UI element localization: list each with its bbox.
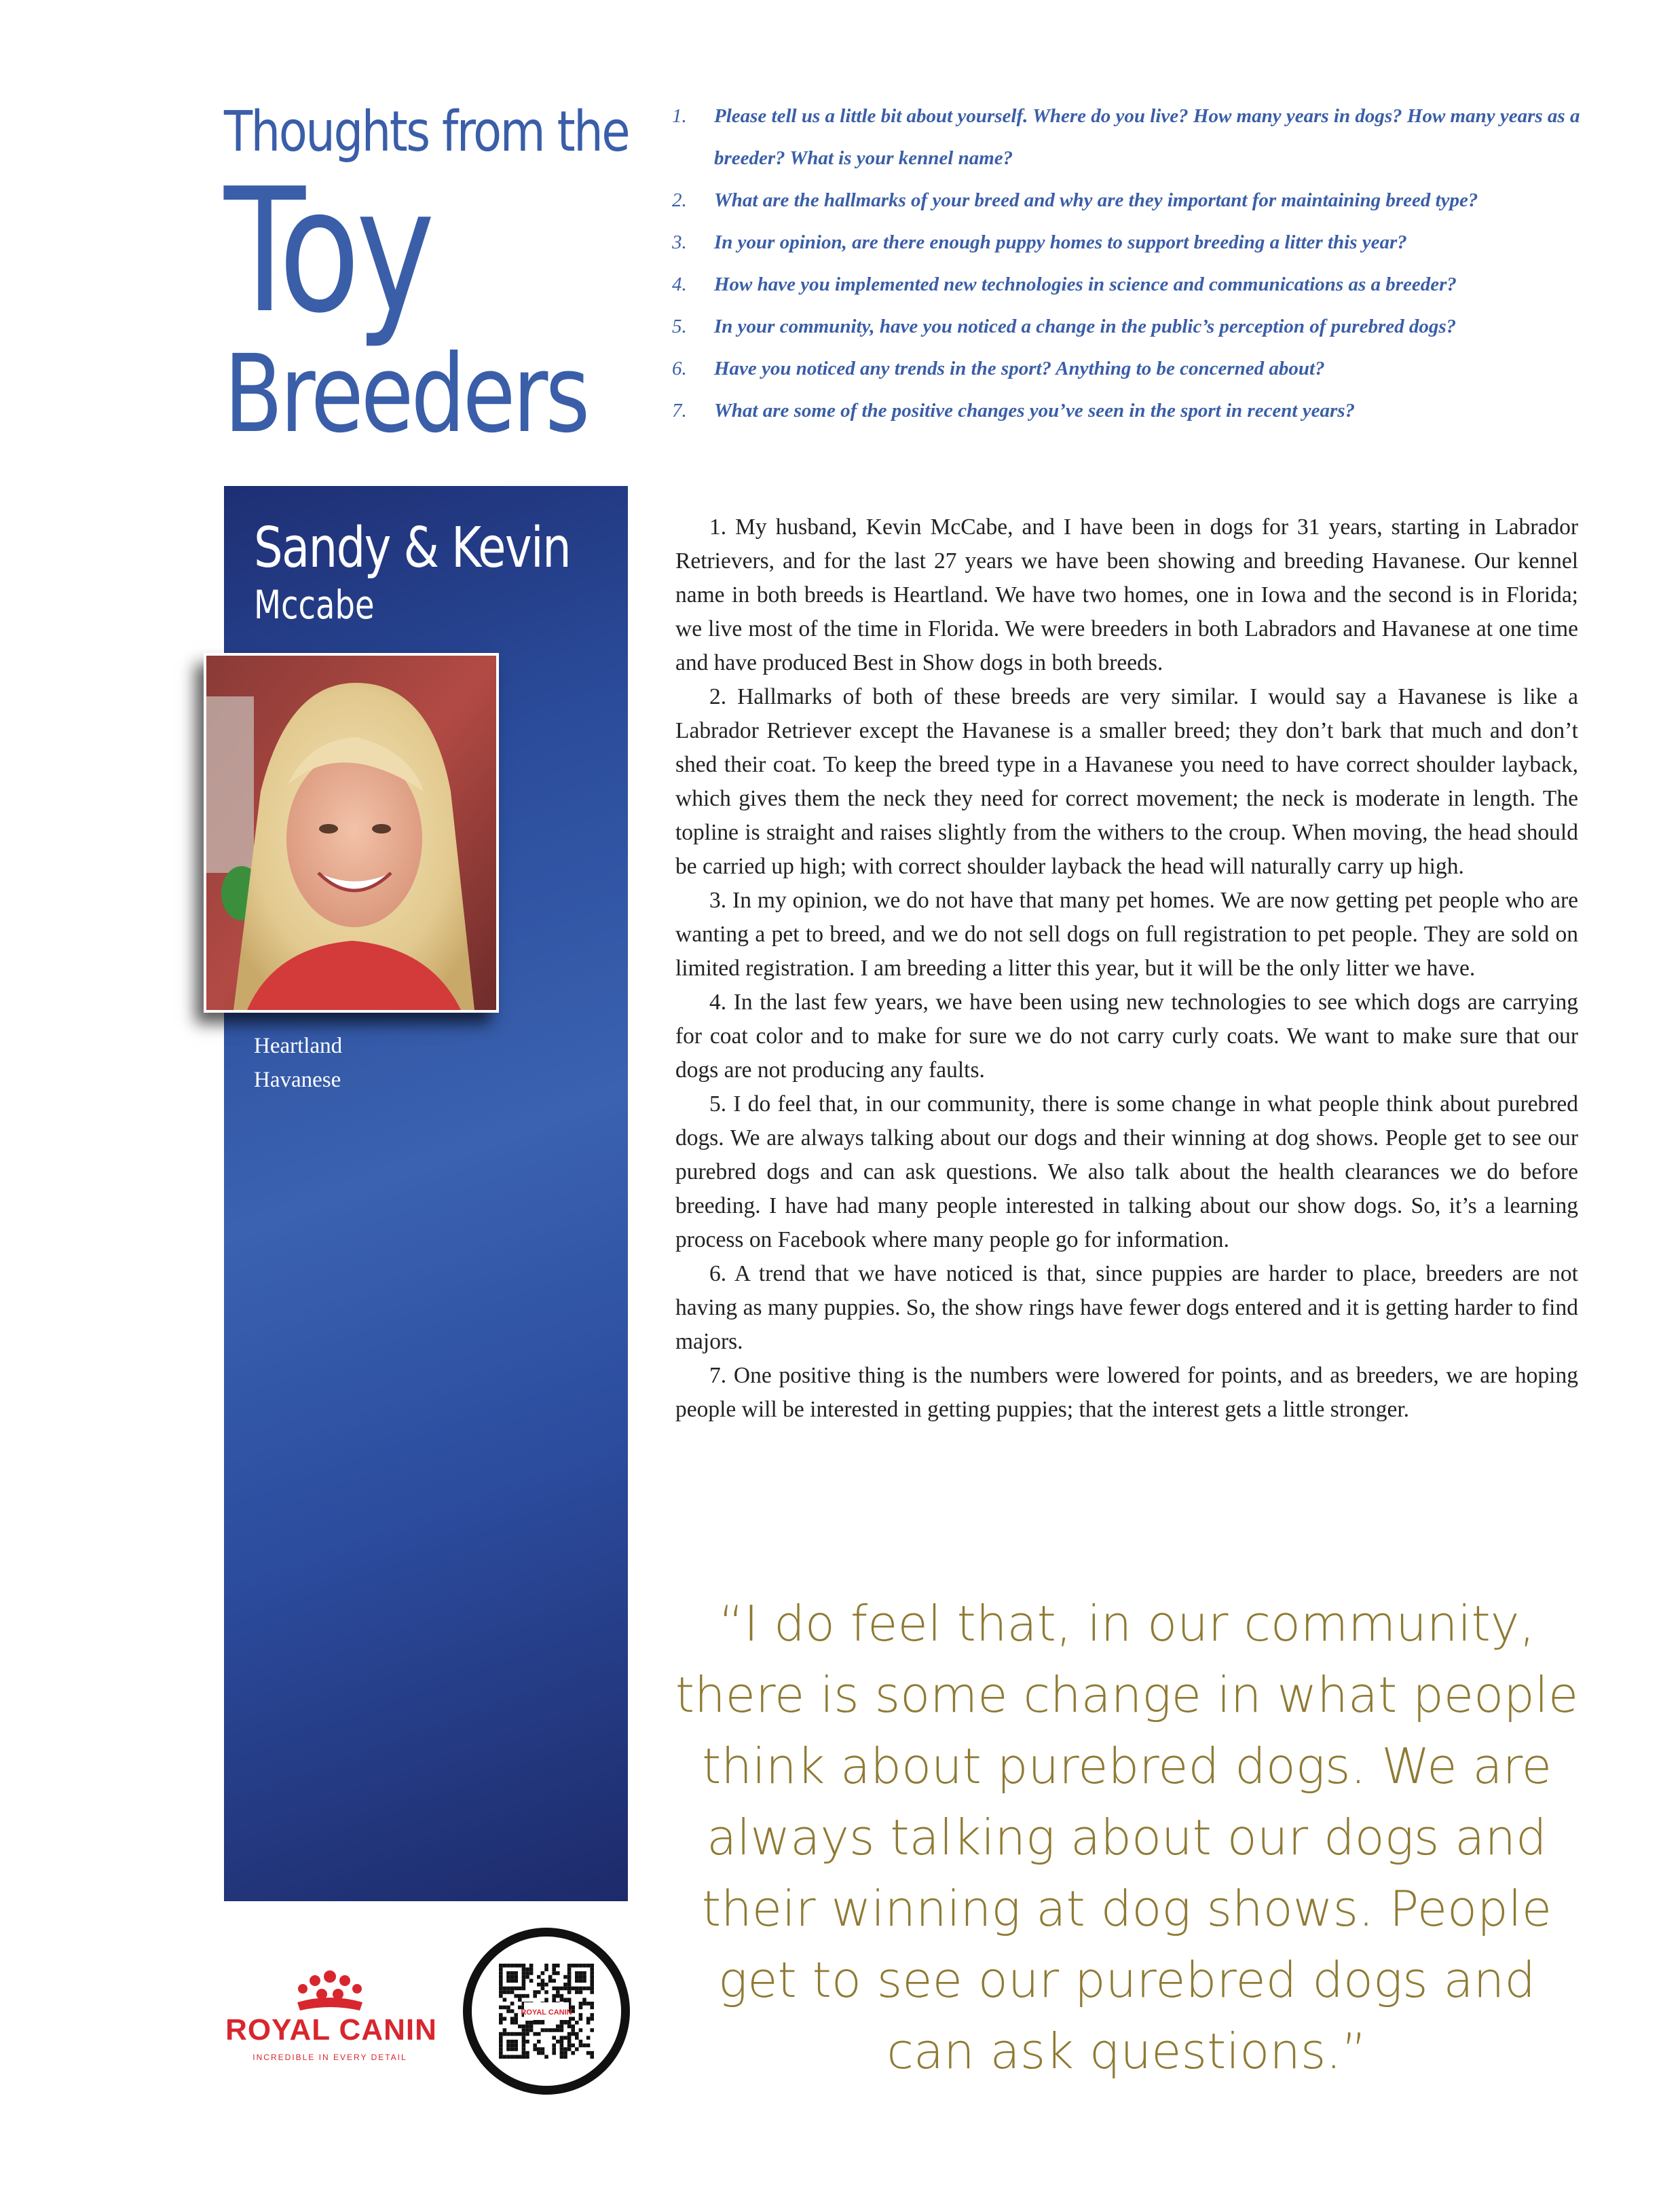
qr-module — [522, 2044, 526, 2048]
qr-module — [563, 2055, 567, 2059]
qr-module — [586, 2017, 591, 2021]
qr-module — [503, 1964, 507, 1968]
qr-module — [522, 2032, 526, 2036]
qr-module — [563, 1987, 567, 1991]
title-line-2: Toy — [224, 152, 431, 351]
qr-module — [567, 1975, 572, 1979]
qr-module — [560, 2040, 564, 2044]
qr-module — [510, 2002, 515, 2006]
qr-module — [499, 2040, 503, 2044]
qr-module — [518, 1964, 522, 1968]
qr-module — [499, 1964, 503, 1968]
qr-module — [579, 2002, 583, 2006]
qr-module — [506, 1979, 510, 1983]
qr-module — [529, 1971, 534, 1975]
qr-module — [586, 2044, 591, 2048]
qr-module — [567, 1968, 572, 1972]
qr-module — [571, 2025, 575, 2029]
qr-module — [552, 2051, 556, 2055]
qr-code-image[interactable] — [462, 1926, 631, 2096]
qr-module — [522, 2025, 526, 2029]
qr-module — [514, 1979, 518, 1983]
qr-module — [590, 1983, 594, 1987]
qr-module — [499, 2044, 503, 2048]
qr-module — [567, 1971, 572, 1975]
qr-module — [499, 1983, 503, 1987]
qr-module — [563, 2036, 567, 2040]
qr-module — [533, 2032, 537, 2036]
qr-module — [533, 2044, 537, 2048]
qr-module — [571, 2028, 575, 2032]
qr-module — [567, 1979, 572, 1983]
qr-module — [499, 1994, 503, 1998]
qr-module — [529, 1968, 534, 1972]
qr-module — [579, 2040, 583, 2044]
qr-module — [506, 2044, 510, 2048]
qr-module — [552, 2028, 556, 2032]
qr-module — [499, 2017, 503, 2021]
qr-module — [525, 2055, 529, 2059]
qr-module — [586, 1964, 591, 1968]
qr-module — [529, 1964, 534, 1968]
royal-canin-logo — [223, 1968, 440, 2070]
qr-module — [571, 1964, 575, 1968]
qr-module — [510, 2044, 515, 2048]
qr-module — [541, 1979, 545, 1983]
qr-module — [579, 1971, 583, 1975]
qr-module — [575, 1979, 579, 1983]
answer-paragraph: 3. In my opinion, we do not have that many pet homes. We are now getting pet people who are wanting a pet to breed, and we do not sell dogs on full registration to pet people. They are sold on limited registration. I am breeding a litter this year, but it will be the only litter we have. — [675, 888, 1578, 981]
qr-module — [506, 1990, 510, 1994]
qr-module — [571, 2051, 575, 2055]
qr-module — [544, 1990, 548, 1994]
qr-module — [510, 2040, 515, 2044]
qr-module — [567, 1990, 572, 1994]
qr-module — [586, 2051, 591, 2055]
qr-module — [499, 1979, 503, 1983]
qr-module — [552, 1979, 556, 1983]
qr-module — [514, 1975, 518, 1979]
qr-module — [567, 2032, 572, 2036]
qr-module — [563, 2047, 567, 2051]
qr-module — [560, 2021, 564, 2025]
qr-module — [579, 1979, 583, 1983]
qr-module — [548, 2028, 553, 2032]
qr-module — [590, 1964, 594, 1968]
qr-module — [537, 2040, 541, 2044]
qr-module — [529, 2021, 534, 2025]
qr-module — [556, 1971, 560, 1975]
question-list — [672, 95, 1582, 432]
qr-module — [590, 2051, 594, 2055]
qr-module — [506, 2055, 510, 2059]
qr-module — [541, 2021, 545, 2025]
qr-module — [556, 2040, 560, 2044]
qr-module — [541, 2028, 545, 2032]
qr-module — [529, 2025, 534, 2029]
breeder-surname: Mccabe — [254, 582, 375, 628]
qr-module — [503, 1990, 507, 1994]
crown-icon — [289, 1968, 371, 2016]
qr-module — [552, 1998, 556, 2002]
qr-module — [567, 2021, 572, 2025]
qr-module — [518, 1987, 522, 1991]
qr-module — [552, 2047, 556, 2051]
qr-module — [575, 2036, 579, 2040]
qr-module — [590, 2006, 594, 2010]
qr-module — [514, 2047, 518, 2051]
qr-module — [575, 1990, 579, 1994]
qr-module — [518, 2025, 522, 2029]
qr-module — [567, 1964, 572, 1968]
qr-module — [552, 1968, 556, 1972]
qr-module — [525, 2021, 529, 2025]
qr-module — [537, 1983, 541, 1987]
qr-module — [541, 1987, 545, 1991]
qr-module — [579, 1964, 583, 1968]
qr-module — [560, 1994, 564, 1998]
qr-module — [499, 2047, 503, 2051]
qr-module — [563, 1975, 567, 1979]
qr-module — [567, 2025, 572, 2029]
qr-module — [552, 1964, 556, 1968]
qr-module — [556, 1994, 560, 1998]
question-item: 6. Have you noticed any trends in the sport? Anything to be concerned about? — [672, 358, 1325, 379]
qr-module — [556, 2028, 560, 2032]
qr-module — [510, 2017, 515, 2021]
question-item: 1. Please tell us a little bit about yourself. Where do you live? How many years in dogs? How many years as a breeder? What is your kennel name? — [672, 105, 1580, 169]
qr-module — [579, 2017, 583, 2021]
qr-module — [556, 1987, 560, 1991]
qr-module — [510, 1990, 515, 1994]
qr-module — [544, 1968, 548, 1972]
qr-module — [590, 2055, 594, 2059]
qr-module — [506, 1971, 510, 1975]
qr-module — [525, 1975, 529, 1979]
qr-module — [499, 2013, 503, 2017]
qr-module — [529, 1979, 534, 1983]
qr-module — [522, 2036, 526, 2040]
qr-module — [590, 1979, 594, 1983]
qr-module — [552, 1987, 556, 1991]
qr-module — [567, 2047, 572, 2051]
qr-module — [579, 2044, 583, 2048]
qr-module — [575, 2032, 579, 2036]
qr-module — [552, 2044, 556, 2048]
qr-module — [571, 2044, 575, 2048]
qr-module — [529, 2028, 534, 2032]
qr-module — [563, 1983, 567, 1987]
qr-module — [533, 1994, 537, 1998]
qr-module — [552, 2036, 556, 2040]
qr-module — [518, 2055, 522, 2059]
answer-paragraph: 6. A trend that we have noticed is that, since puppies are harder to place, breeders are not having as many puppies. So, the show rings have fewer dogs entered and it is getting harder to find majors. — [675, 1261, 1578, 1354]
qr-module — [582, 2044, 586, 2048]
qr-module — [541, 2047, 545, 2051]
qr-module — [560, 2044, 564, 2048]
qr-module — [506, 1975, 510, 1979]
qr-module — [510, 2055, 515, 2059]
qr-module — [567, 1998, 572, 2002]
qr-module — [537, 1975, 541, 1979]
qr-module — [590, 2017, 594, 2021]
breeder-name: Sandy & Kevin — [254, 516, 571, 580]
qr-code[interactable] — [462, 1926, 631, 2096]
qr-module — [514, 2013, 518, 2017]
qr-module — [510, 2009, 515, 2013]
question-item: 4. How have you implemented new technologies in science and communications as a breeder? — [672, 274, 1457, 295]
qr-module — [575, 1971, 579, 1975]
qr-module — [556, 2025, 560, 2029]
qr-module — [499, 1968, 503, 1972]
qr-module — [590, 2013, 594, 2017]
qr-module — [522, 2047, 526, 2051]
qr-module — [575, 1975, 579, 1979]
question-item: 3. In your opinion, are there enough puppy homes to support breeding a litter this year? — [672, 231, 1407, 253]
brand-name: ROYAL CANIN — [225, 2013, 437, 2046]
qr-module — [510, 1979, 515, 1983]
qr-module — [544, 1998, 548, 2002]
qr-module — [541, 1971, 545, 1975]
qr-module — [522, 1964, 526, 1968]
qr-module — [522, 2028, 526, 2032]
qr-module — [503, 2055, 507, 2059]
qr-module — [522, 1994, 526, 1998]
qr-module — [525, 2028, 529, 2032]
qr-module — [503, 2017, 507, 2021]
qr-module — [518, 1994, 522, 1998]
qr-module — [537, 2051, 541, 2055]
qr-module — [552, 1971, 556, 1975]
qr-module — [499, 1987, 503, 1991]
qr-module — [522, 1987, 526, 1991]
qr-module — [499, 2021, 503, 2025]
qr-module — [579, 1990, 583, 1994]
qr-module — [522, 1979, 526, 1983]
qr-module — [510, 2021, 515, 2025]
qr-module — [537, 1990, 541, 1994]
qr-module — [563, 2051, 567, 2055]
qr-module — [499, 1990, 503, 1994]
qr-module — [571, 1987, 575, 1991]
qr-module — [518, 2032, 522, 2036]
qr-module — [544, 1964, 548, 1968]
title-line-3: Breeders — [224, 332, 588, 457]
qr-module — [567, 2036, 572, 2040]
qr-module — [552, 1994, 556, 1998]
qr-module — [514, 2040, 518, 2044]
qr-module — [499, 1971, 503, 1975]
qr-module — [586, 2021, 591, 2025]
qr-module — [510, 2032, 515, 2036]
qr-module — [560, 2047, 564, 2051]
qr-module — [525, 2032, 529, 2036]
qr-module — [563, 2021, 567, 2025]
qr-module — [499, 2055, 503, 2059]
qr-module — [514, 2055, 518, 2059]
qr-module — [533, 2047, 537, 2051]
qr-module — [590, 1975, 594, 1979]
qr-module — [518, 1998, 522, 2002]
qr-module — [575, 2021, 579, 2025]
qr-module — [575, 1987, 579, 1991]
qr-module — [541, 1983, 545, 1987]
qr-module — [579, 1975, 583, 1979]
qr-module — [506, 2047, 510, 2051]
qr-module — [522, 1983, 526, 1987]
qr-module — [575, 1964, 579, 1968]
qr-brand-label: ROYAL CANIN — [521, 2008, 572, 2017]
qr-module — [560, 2028, 564, 2032]
qr-module — [522, 1968, 526, 1972]
qr-module — [563, 1998, 567, 2002]
qr-module — [560, 2055, 564, 2059]
qr-module — [590, 2028, 594, 2032]
qr-module — [556, 1964, 560, 1968]
qr-module — [514, 1994, 518, 1998]
qr-module — [499, 2032, 503, 2036]
qr-module — [503, 2028, 507, 2032]
qr-module — [537, 2032, 541, 2036]
qr-module — [510, 2047, 515, 2051]
qr-module — [544, 1983, 548, 1987]
qr-module — [560, 2025, 564, 2029]
answer-paragraph: 5. I do feel that, in our community, there is some change in what people think about purebred dogs. We are always talking about our dogs and their winning at dog shows. People get to see our purebred dogs and can ask questions. We also talk about the health clearances we do before breeding. I have had many people interested in talking about our show dogs. So, it’s a learning process on Facebook where many people go for information. — [675, 1091, 1578, 1252]
qr-module — [514, 1987, 518, 1991]
qr-module — [533, 1990, 537, 1994]
qr-module — [579, 2006, 583, 2010]
qr-module — [575, 2047, 579, 2051]
kennel-name: Heartland Havanese — [254, 1034, 343, 1092]
qr-module — [571, 2017, 575, 2021]
qr-module — [522, 2051, 526, 2055]
qr-module — [514, 1971, 518, 1975]
answer-paragraph: 2. Hallmarks of both of these breeds are very similar. I would say a Havanese is like a Labrador Retriever except the Havanese is a smaller breed; they don’t bark that much and don’t shed their coat. To keep the breed type in a Havanese you need to have correct shoulder layback, which gives them the neck they need for correct movement; the neck is moderate in length. The topline is straight and raises slightly from the withers to the croup. When moving, the head should be carried up high; with correct shoulder layback the head will naturally carry up high. — [675, 684, 1578, 879]
qr-module — [571, 2032, 575, 2036]
qr-module — [499, 1975, 503, 1979]
qr-module — [590, 1987, 594, 1991]
qr-module — [579, 1987, 583, 1991]
qr-module — [514, 2017, 518, 2021]
qr-module — [525, 1971, 529, 1975]
qr-module — [586, 2036, 591, 2040]
qr-module — [560, 2051, 564, 2055]
qr-module — [525, 1994, 529, 1998]
qr-module — [506, 1964, 510, 1968]
qr-module — [582, 2002, 586, 2006]
qr-module — [503, 2006, 507, 2010]
qr-module — [560, 1998, 564, 2002]
qr-module — [525, 2025, 529, 2029]
qr-module — [590, 1968, 594, 1972]
qr-module — [514, 2021, 518, 2025]
qr-module — [510, 1987, 515, 1991]
qr-module — [567, 1983, 572, 1987]
qr-module — [525, 2051, 529, 2055]
qr-module — [590, 1971, 594, 1975]
breeder-photo — [204, 653, 499, 1013]
qr-module — [503, 1998, 507, 2002]
qr-module — [514, 1964, 518, 1968]
qr-module — [544, 2028, 548, 2032]
answer-paragraph: 1. My husband, Kevin McCabe, and I have been in dogs for 31 years, starting in Labrador Retrievers, and for the last 27 years we have been showing and breeding Havanese. Our kennel name in both breeds is Heartland. We have two homes, one in Iowa and the second is in Florida; we live most of the time in Florida. We were breeders in both Labradors and Havanese at one time and have produced Best in Show dogs in both breeds. — [675, 514, 1578, 675]
qr-module — [560, 2036, 564, 2040]
qr-module — [506, 2006, 510, 2010]
qr-module — [510, 1964, 515, 1968]
qr-module — [541, 2051, 545, 2055]
qr-module — [499, 2036, 503, 2040]
qr-module — [590, 1990, 594, 1994]
title-line-1: Thoughts from the — [224, 100, 629, 164]
qr-module — [503, 1987, 507, 1991]
portrait-image — [206, 656, 496, 1010]
qr-module — [582, 1979, 586, 1983]
qr-module — [582, 1971, 586, 1975]
qr-module — [503, 2032, 507, 2036]
qr-module — [582, 1998, 586, 2002]
qr-module — [522, 1971, 526, 1975]
interview-answers — [675, 510, 1578, 1427]
qr-module — [586, 2002, 591, 2006]
qr-module — [533, 2021, 537, 2025]
qr-module — [586, 1987, 591, 1991]
answer-paragraph: 7. One positive thing is the numbers were lowered for points, and as breeders, we are hoping people will be interested in getting puppies; that the interest gets a little stronger. — [675, 1363, 1578, 1422]
qr-module — [522, 1975, 526, 1979]
qr-module — [544, 2055, 548, 2059]
qr-module — [567, 2044, 572, 2048]
qr-module — [510, 1975, 515, 1979]
qr-module — [582, 1975, 586, 1979]
qr-module — [506, 2009, 510, 2013]
qr-module — [510, 1971, 515, 1975]
qr-module — [567, 2040, 572, 2044]
qr-module — [556, 1990, 560, 1994]
qr-module — [579, 2013, 583, 2017]
qr-module — [560, 1987, 564, 1991]
qr-module — [590, 2002, 594, 2006]
pull-quote: “I do feel that, in our community, there is some change in what people think about purebred dogs. We are always talking about our dogs and their winning at dog shows. People get to see our purebred dogs and can ask questions.” — [675, 1595, 1579, 2080]
question-item: 2. What are the hallmarks of your breed and why are they important for maintaining breed type? — [672, 189, 1478, 211]
qr-module — [537, 2021, 541, 2025]
qr-module — [506, 2032, 510, 2036]
question-item: 7. What are some of the positive changes you’ve seen in the sport in recent years? — [672, 400, 1356, 422]
answer-paragraph: 4. In the last few years, we have been using new technologies to see which dogs are carrying for coat color and to make for sure we do not carry curly coats. We want to make sure that our dogs are not producing any faults. — [675, 990, 1578, 1083]
qr-module — [579, 2028, 583, 2032]
qr-module — [499, 2051, 503, 2055]
qr-module — [525, 2040, 529, 2044]
qr-module — [506, 2040, 510, 2044]
qr-module — [537, 2047, 541, 2051]
brand-tagline: INCREDIBLE IN EVERY DETAIL — [253, 2053, 407, 2062]
question-item: 5. In your community, have you noticed a change in the public’s perception of purebred dogs? — [672, 316, 1457, 337]
qr-module — [522, 2055, 526, 2059]
qr-module — [514, 2044, 518, 2048]
qr-module — [514, 2032, 518, 2036]
qr-module — [525, 1968, 529, 1972]
qr-module — [522, 2040, 526, 2044]
qr-module — [499, 2006, 503, 2010]
qr-module — [582, 1964, 586, 1968]
qr-module — [548, 1975, 553, 1979]
qr-module — [548, 1979, 553, 1983]
page-title — [224, 100, 658, 457]
qr-module — [506, 1987, 510, 1991]
qr-module — [567, 1987, 572, 1991]
qr-module — [582, 1987, 586, 1991]
